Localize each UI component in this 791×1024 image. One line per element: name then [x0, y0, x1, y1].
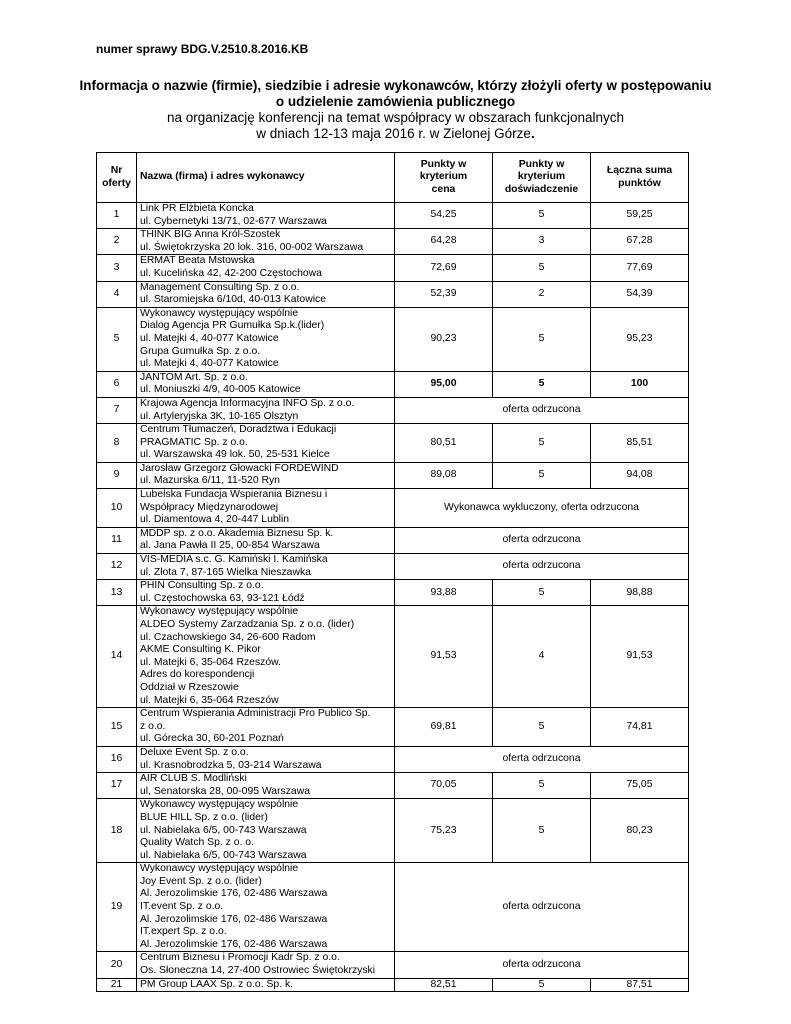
- table-row: [97, 255, 689, 281]
- heading-line-4-dot: .: [530, 126, 535, 141]
- heading-line-4: [60, 126, 731, 142]
- table-row: [97, 606, 689, 708]
- total-points: 80,23: [591, 799, 689, 863]
- offer-status: oferta odrzucona: [395, 952, 689, 978]
- table-row: [97, 489, 689, 528]
- offer-number: 9: [97, 462, 137, 488]
- experience-points: 5: [493, 708, 591, 747]
- contractor-line: ul. Świętokrzyska 20 lok. 316, 00-002 Warszawa: [140, 241, 364, 253]
- contractor-line: IT.event Sp. z o.o.: [140, 901, 224, 913]
- contractor-line: Al. Jerozolimskie 176, 02-486 Warszawa: [140, 913, 328, 925]
- header-nr: [97, 153, 137, 203]
- contractor-name-address: [137, 307, 395, 371]
- header-exp-line-3: doświadczenie: [504, 183, 579, 195]
- header-sum-line-1: Łączna suma: [606, 164, 673, 176]
- table-row: [97, 371, 689, 397]
- experience-points: 5: [493, 799, 591, 863]
- contractor-line: Centrum Tłumaczeń, Doradztwa i Edukacji: [140, 424, 337, 436]
- contractor-name-address: [137, 746, 395, 772]
- contractor-line: ul. Kucelińska 42, 42-200 Częstochowa: [140, 267, 322, 279]
- price-points: 69,81: [395, 708, 493, 747]
- contractor-line: ul. Warszawska 49 lok. 50, 25-531 Kielce: [140, 449, 330, 461]
- table-row: [97, 397, 689, 423]
- contractor-line: Wykonawcy występujący wspólnie: [140, 307, 299, 319]
- offer-number: 18: [97, 799, 137, 863]
- contractor-line: IT.expert Sp. z o.o.: [140, 926, 227, 938]
- header-name: Nazwa (firma) i adres wykonawcy: [137, 153, 395, 203]
- total-points: 95,23: [591, 307, 689, 371]
- contractor-line: ul. Artyleryjska 3K, 10-165 Olsztyn: [140, 410, 299, 422]
- price-points: 95,00: [395, 371, 493, 397]
- heading-line-4-text: w dniach 12-13 maja 2016 r. w Zielonej Górze: [256, 126, 531, 141]
- price-points: 72,69: [395, 255, 493, 281]
- table-row: [97, 978, 689, 992]
- total-points: 85,51: [591, 424, 689, 463]
- total-points: 59,25: [591, 203, 689, 229]
- contractor-line: ul, Senatorska 28, 00-095 Warszawa: [140, 785, 310, 797]
- offer-number: 1: [97, 203, 137, 229]
- offer-number: 11: [97, 527, 137, 553]
- offer-number: 20: [97, 952, 137, 978]
- contractor-line: ul. Górecka 30, 60-201 Poznań: [140, 733, 284, 745]
- heading-bold-line-1: Informacja o nazwie (firmie), siedzibie i adresie wykonawców, którzy złożyli oferty w postępowaniu: [79, 78, 712, 93]
- offer-number: 6: [97, 371, 137, 397]
- contractor-line: Centrum Wspierania Administracji Pro Publico Sp.: [140, 708, 371, 720]
- contractor-name-address: [137, 229, 395, 255]
- offers-table: [96, 152, 689, 992]
- contractor-line: ul. Mazurska 6/11, 11-520 Ryn: [140, 475, 280, 487]
- price-points: 93,88: [395, 580, 493, 606]
- price-points: 82,51: [395, 978, 493, 992]
- header-price-line-1: Punkty w: [420, 158, 467, 170]
- total-points: 67,28: [591, 229, 689, 255]
- table-row: [97, 203, 689, 229]
- experience-points: 5: [493, 203, 591, 229]
- contractor-line: BLUE HILL Sp. z o.o. (lider): [140, 811, 268, 823]
- contractor-line: JANTOM Art. Sp. z o.o.: [140, 371, 248, 383]
- total-points: 54,39: [591, 281, 689, 307]
- header-exp-line-1: Punkty w: [518, 158, 565, 170]
- header-nr-line-1: Nr: [110, 164, 123, 176]
- header-price: [395, 153, 493, 203]
- contractor-line: PM Group LAAX Sp. z o.o. Sp. k.: [140, 978, 294, 990]
- price-points: 70,05: [395, 773, 493, 799]
- offer-status: Wykonawca wykluczony, oferta odrzucona: [395, 489, 689, 528]
- contractor-line: PHIN Consulting Sp. z o.o.: [140, 580, 264, 592]
- contractor-line: Os. Słoneczna 14, 27-400 Ostrowiec Świętokrzyski: [140, 965, 376, 977]
- total-points: 87,51: [591, 978, 689, 992]
- header-price-line-3: cena: [431, 183, 456, 195]
- experience-points: 2: [493, 281, 591, 307]
- table-row: [97, 462, 689, 488]
- contractor-name-address: [137, 424, 395, 463]
- contractor-line: ul. Cybernetyki 13/71, 02-677 Warszawa: [140, 215, 327, 227]
- contractor-line: ul. Częstochowska 63, 93-121 Łódź: [140, 592, 305, 604]
- table-row: [97, 952, 689, 978]
- contractor-line: Grupa Gumułka Sp. z o.o.: [140, 345, 261, 357]
- contractor-name-address: [137, 203, 395, 229]
- offer-number: 7: [97, 397, 137, 423]
- offer-number: 15: [97, 708, 137, 747]
- experience-points: 5: [493, 371, 591, 397]
- price-points: 80,51: [395, 424, 493, 463]
- contractor-name-address: [137, 397, 395, 423]
- experience-points: 5: [493, 424, 591, 463]
- experience-points: 5: [493, 580, 591, 606]
- contractor-line: Wykonawcy występujący wspólnie: [140, 799, 299, 811]
- table-row: [97, 229, 689, 255]
- contractor-line: ul. Matejki 4, 40-077 Katowice: [140, 358, 279, 370]
- contractor-name-address: [137, 978, 395, 992]
- total-points: 74,81: [591, 708, 689, 747]
- contractor-line: Al. Jerozolimskie 176, 02-486 Warszawa: [140, 888, 328, 900]
- contractor-line: Al. Jerozolimskie 176, 02-486 Warszawa: [140, 938, 328, 950]
- price-points: 64,28: [395, 229, 493, 255]
- contractor-name-address: [137, 462, 395, 488]
- contractor-line: ul. Diamentowa 4, 20-447 Lublin: [140, 514, 290, 526]
- price-points: 91,53: [395, 606, 493, 708]
- contractor-line: ul. Moniuszki 4/9, 40-005 Katowice: [140, 384, 301, 396]
- contractor-line: VIS-MEDIA s.c. G. Kamiński I. Kamińska: [140, 554, 328, 566]
- table-row: [97, 281, 689, 307]
- offer-number: 19: [97, 863, 137, 952]
- price-points: 89,08: [395, 462, 493, 488]
- contractor-line: ERMAT Beata Mstowska: [140, 255, 255, 267]
- offer-number: 17: [97, 773, 137, 799]
- experience-points: 5: [493, 255, 591, 281]
- offer-number: 3: [97, 255, 137, 281]
- contractor-line: AKME Consulting K. Pikor: [140, 644, 261, 656]
- contractor-line: Lubelska Fundacja Wspierania Biznesu i: [140, 489, 328, 501]
- document-heading: [60, 78, 731, 142]
- table-row: [97, 424, 689, 463]
- contractor-line: Management Consulting Sp. z o.o.: [140, 281, 300, 293]
- experience-points: 5: [493, 307, 591, 371]
- contractor-line: al. Jana Pawła II 25, 00-854 Warszawa: [140, 540, 320, 552]
- heading-line-3: na organizację konferencji na temat współpracy w obszarach funkcjonalnych: [167, 110, 624, 125]
- contractor-line: ul. Krasnobrodzka 5, 03-214 Warszawa: [140, 759, 322, 771]
- contractor-name-address: [137, 606, 395, 708]
- experience-points: 5: [493, 978, 591, 992]
- contractor-line: z o.o.: [140, 720, 166, 732]
- offer-number: 13: [97, 580, 137, 606]
- total-points: 98,88: [591, 580, 689, 606]
- contractor-name-address: [137, 708, 395, 747]
- table-row: [97, 580, 689, 606]
- contractor-line: Link PR Elżbieta Koncka: [140, 203, 254, 214]
- header-sum-line-2: punktów: [618, 177, 661, 189]
- experience-points: 5: [493, 773, 591, 799]
- contractor-name-address: [137, 489, 395, 528]
- header-nr-line-2: oferty: [102, 177, 131, 189]
- contractor-line: ul. Staromiejska 6/10d, 40-013 Katowice: [140, 294, 326, 306]
- table-row: [97, 554, 689, 580]
- total-points: 77,69: [591, 255, 689, 281]
- offer-number: 21: [97, 978, 137, 992]
- header-experience: [493, 153, 591, 203]
- contractor-line: ul. Złota 7, 87-165 Wielka Nieszawka: [140, 566, 311, 578]
- contractor-line: Joy Event Sp. z o.o. (lider): [140, 875, 262, 887]
- contractor-name-address: [137, 952, 395, 978]
- header-price-line-2: kryterium: [419, 171, 468, 183]
- price-points: 54,25: [395, 203, 493, 229]
- offer-number: 2: [97, 229, 137, 255]
- contractor-line: Jarosław Grzegorz Głowacki FORDEWIND: [140, 462, 339, 474]
- table-row: [97, 527, 689, 553]
- contractor-name-address: [137, 863, 395, 952]
- contractor-name-address: [137, 371, 395, 397]
- contractor-line: Centrum Biznesu i Promocji Kadr Sp. z o.o.: [140, 952, 340, 964]
- table-row: [97, 307, 689, 371]
- table-row: [97, 773, 689, 799]
- case-number: numer sprawy BDG.V.2510.8.2016.KB: [96, 42, 309, 56]
- price-points: 75,23: [395, 799, 493, 863]
- contractor-name-address: [137, 527, 395, 553]
- contractor-line: ul. Matejki 6, 35-064 Rzeszów: [140, 694, 279, 706]
- price-points: 90,23: [395, 307, 493, 371]
- contractor-line: Oddział w Rzeszowie: [140, 681, 239, 693]
- contractor-name-address: [137, 799, 395, 863]
- contractor-name-address: [137, 773, 395, 799]
- offer-status: oferta odrzucona: [395, 746, 689, 772]
- experience-points: 5: [493, 462, 591, 488]
- contractor-line: Wykonawcy występujący wspólnie: [140, 863, 299, 875]
- header-sum: [591, 153, 689, 203]
- table-row: [97, 863, 689, 952]
- contractor-line: Współpracy Międzynarodowej: [140, 501, 279, 513]
- contractor-line: AIR CLUB S. Modliński: [140, 773, 247, 785]
- total-points: 100: [591, 371, 689, 397]
- contractor-line: Wykonawcy występujący wspólnie: [140, 606, 299, 618]
- experience-points: 4: [493, 606, 591, 708]
- contractor-line: ul. Matejki 6, 35-064 Rzeszów.: [140, 656, 281, 668]
- total-points: 94,08: [591, 462, 689, 488]
- table-body: [97, 203, 689, 992]
- total-points: 75,05: [591, 773, 689, 799]
- total-points: 91,53: [591, 606, 689, 708]
- offer-status: oferta odrzucona: [395, 554, 689, 580]
- contractor-name-address: [137, 580, 395, 606]
- contractor-line: Krajowa Agencja Informacyjna INFO Sp. z o.o.: [140, 397, 355, 409]
- contractor-line: ALDEO Systemy Zarzadzania Sp. z o.o. (lider): [140, 619, 355, 630]
- offer-status: oferta odrzucona: [395, 863, 689, 952]
- offer-status: oferta odrzucona: [395, 527, 689, 553]
- offer-number: 14: [97, 606, 137, 708]
- table-row: [97, 799, 689, 863]
- contractor-line: Quality Watch Sp. z o. o.: [140, 837, 254, 849]
- table-row: [97, 746, 689, 772]
- contractor-line: THINK BIG Anna Król-Szostek: [140, 229, 281, 241]
- contractor-line: Deluxe Event Sp. z o.o.: [140, 746, 249, 758]
- offer-status: oferta odrzucona: [395, 397, 689, 423]
- experience-points: 3: [493, 229, 591, 255]
- header-exp-line-2: kryterium: [517, 171, 566, 183]
- contractor-line: Dialog Agencja PR Gumułka Sp.k.(lider): [140, 320, 325, 332]
- offer-number: 16: [97, 746, 137, 772]
- offer-number: 12: [97, 554, 137, 580]
- contractor-name-address: [137, 281, 395, 307]
- contractor-line: ul. Nabielaka 6/5, 00-743 Warszawa: [140, 849, 307, 861]
- contractor-line: ul. Czachowskiego 34, 26-600 Radom: [140, 631, 316, 643]
- price-points: 52,39: [395, 281, 493, 307]
- contractor-line: MDDP sp. z o.o. Akademia Biznesu Sp. k.: [140, 527, 334, 539]
- heading-bold-line-2: o udzielenie zamówienia publicznego: [275, 94, 516, 109]
- offer-number: 10: [97, 489, 137, 528]
- contractor-line: Adres do korespondencji: [140, 669, 255, 681]
- contractor-line: PRAGMATIC Sp. z o.o.: [140, 436, 248, 448]
- offer-number: 5: [97, 307, 137, 371]
- contractor-line: ul. Matejki 4, 40-077 Katowice: [140, 332, 279, 344]
- offer-number: 8: [97, 424, 137, 463]
- offer-number: 4: [97, 281, 137, 307]
- contractor-name-address: [137, 554, 395, 580]
- contractor-name-address: [137, 255, 395, 281]
- table-header-row: [97, 153, 689, 203]
- table-row: [97, 708, 689, 747]
- contractor-line: ul. Nabielaka 6/5, 00-743 Warszawa: [140, 824, 307, 836]
